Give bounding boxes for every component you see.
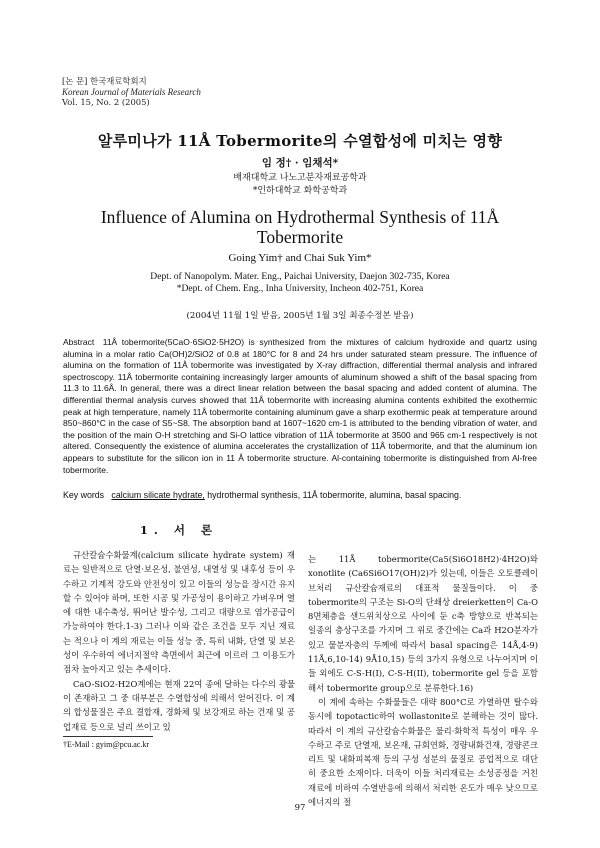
journal-header xyxy=(62,76,201,108)
section-title: 1. 서 론 xyxy=(139,523,219,537)
journal-volume: Vol. 15, No. 2 (2005) xyxy=(62,97,150,107)
affiliations-korean xyxy=(0,172,600,198)
received-dates: (2004년 11월 1일 받음, 2005년 1월 3일 최종수정본 받음) xyxy=(186,311,414,321)
authors-english: Going Yim† and Chai Suk Yim* xyxy=(228,252,372,264)
journal-type-line: [논 문] 한국재료학회지 xyxy=(62,76,147,86)
paragraph: CaO-SiO2-H2O계에는 현재 22여 종에 달하는 다수의 광물이 존재하고 그 중 대부분은 수열합성에 의해서 얻어진다. 이 계의 합성물질은 주요 결합재, 경화체 및 보강재로 하는 건재 및 공업재료 등으로 널리 쓰이고 있 xyxy=(63,678,295,732)
keywords-label: Key words xyxy=(63,490,105,500)
keywords xyxy=(63,490,537,500)
keyword-link[interactable]: calcium silicate hydrate, xyxy=(111,490,205,500)
journal-name: Korean Journal of Materials Research xyxy=(62,86,201,97)
abstract xyxy=(63,337,537,476)
keywords-rest: hydrothermal synthesis, 11Å tobermorite, alumina, basal spacing. xyxy=(204,490,462,500)
affiliation-ko-2: *인하대학교 화학공학과 xyxy=(252,186,348,196)
title-korean: 알루미나가 11Å Tobermorite의 수열합성에 미치는 영향 xyxy=(97,132,503,150)
affiliations-english xyxy=(0,271,600,295)
affiliation-en-2: *Dept. of Chem. Eng., Inha University, Incheon 402-751, Korea xyxy=(176,283,424,294)
abstract-label: Abstract xyxy=(63,337,95,347)
abstract-text: 11Å tobermorite(5CaO·6SiO2·5H2O) is synthesized from the mixtures of calcium hydroxide and quartz using alumina in a molar ratio Ca(OH)2/SiO2 of 0.8 at 180°C for 8 and 24 hrs under saturated steam pressure. The influence of alumina on the formation of 11Å tobermorite was investigated by X-ray diffraction, differential thermal analysis and infrared spectroscopy. 11Å tobermorite containing increasingly larger amounts of aluminum showed a shift of the basal spacing from 11.3 to 11.6Å. In general, there was a direct linear relation between the basal spacing and added content of alumina. The differential thermal analysis curves showed that 11Å tobermorite with increasing alumina contents exhibited the exothermic peak at high temperature, namely 11Å tobermorite containing aluminum gave a sharp exothermic peak at temperature around 850~860°C in the case of S5~S8. The absorption band at 1607~1620 cm-1 is attributed to the bending vibration of water, and the position of the main O-H stretching and Si-O lattice vibration of 11Å tobermorite at 3500 and 965 cm-1 respectively is not altered. Consequently the existence of alumina accelerates the crystallization of 11Å tobermorite, and that the aluminum ion appears to substitute for the silicon ion in 11 Å tobermorite structure. Al-containing tobermorite is distinguished from Al-free tobermorite. xyxy=(63,337,537,475)
paragraph: 는 11Å tobermorite(Ca5(Si6O18H2)·4H2O)와 xonotlite (Ca6Si6O17(OH)2)가 있는데, 이들은 오토클레이브처리 규산칼슘재료의 대표적 물질들이다. 이 중 tobermorite의 구조는 Si-O의 단쇄상 dreierketten이 Ca-O 8면체층을 샌드위치상으로 사이에 둔 c축 방향으로 반복되는 일종의 층상구조를 가지며 그 위로 중간에는 Ca과 H2O분자가 있고 물분자층의 두께에 따라서 basal spacing은 14Å,4-9) 11Å,6,10-14) 9Å10,15) 등의 3가지 유형으로 나누어지며 이들 외에도 C-S-H(I), C-S-H(II), tobermorite gel 등을 포함해서 tobermorite group으로 분류한다.16) xyxy=(308,554,538,693)
authors-korean: 임 정† · 임채석* xyxy=(261,157,339,169)
body-column-right xyxy=(308,552,538,809)
affiliation-en-1: Dept. of Nanopolym. Mater. Eng., Paichai University, Daejon 302-735, Korea xyxy=(150,271,450,282)
footnote-email: †E-Mail : gyim@pcu.ac.kr xyxy=(63,740,150,749)
affiliation-ko-1: 배재대학교 나노고분자재료공학과 xyxy=(233,173,367,183)
paragraph: 이 계에 속하는 수화물들은 대략 800°C로 가열하면 탈수와 동시에 topotactic하여 wollastonite로 분해하는 것이 많다. 따라서 이 계의 규산칼슘수화물은 물리·화학적 특성이 매우 우수하고 주로 단열재, 보온재, 규회연화, 경량내화건재, 경량콘크리트 및 내화피복재 등의 구성 성분의 물질로 공업적으로 대단히 중요한 소재이다. 더욱이 이들 처리재료는 소성공정을 거친 재료에 비하여 수열반응에 의해서 처리한 온도가 매우 낮으므로 에너지의 절 xyxy=(308,696,538,808)
title-english: Influence of Alumina on Hydrothermal Synthesis of 11Å Tobermorite xyxy=(100,207,500,247)
footnote-rule xyxy=(63,736,153,737)
paragraph: 규산칼슘수화물계(calcium silicate hydrate system) 재료는 일반적으로 단열·보온성, 불연성, 내열성 및 내후성 등이 우수하고 기계적 강도와 안전성이 있고 이들의 성능을 장시간 유지할 수 있어야 하며, 또한 시공 및 가공성이 용이하고 가벼우며 열에 대한 내수축성, 뛰어난 발수성, 그리고 대량으로 염가공급이 가능하여야 한다.1-3) 그러나 이와 같은 조건을 모두 지닌 재료는 적으나 이 계의 재료는 이들 성능 중, 특히 내화, 단열 및 보온성이 우수하여 에너지절약 측면에서 최근에 이르러 그 이용도가 점차 높아지고 있는 추세이다. xyxy=(63,550,295,675)
body-column-left xyxy=(63,548,295,734)
page-number: 97 xyxy=(294,803,306,813)
